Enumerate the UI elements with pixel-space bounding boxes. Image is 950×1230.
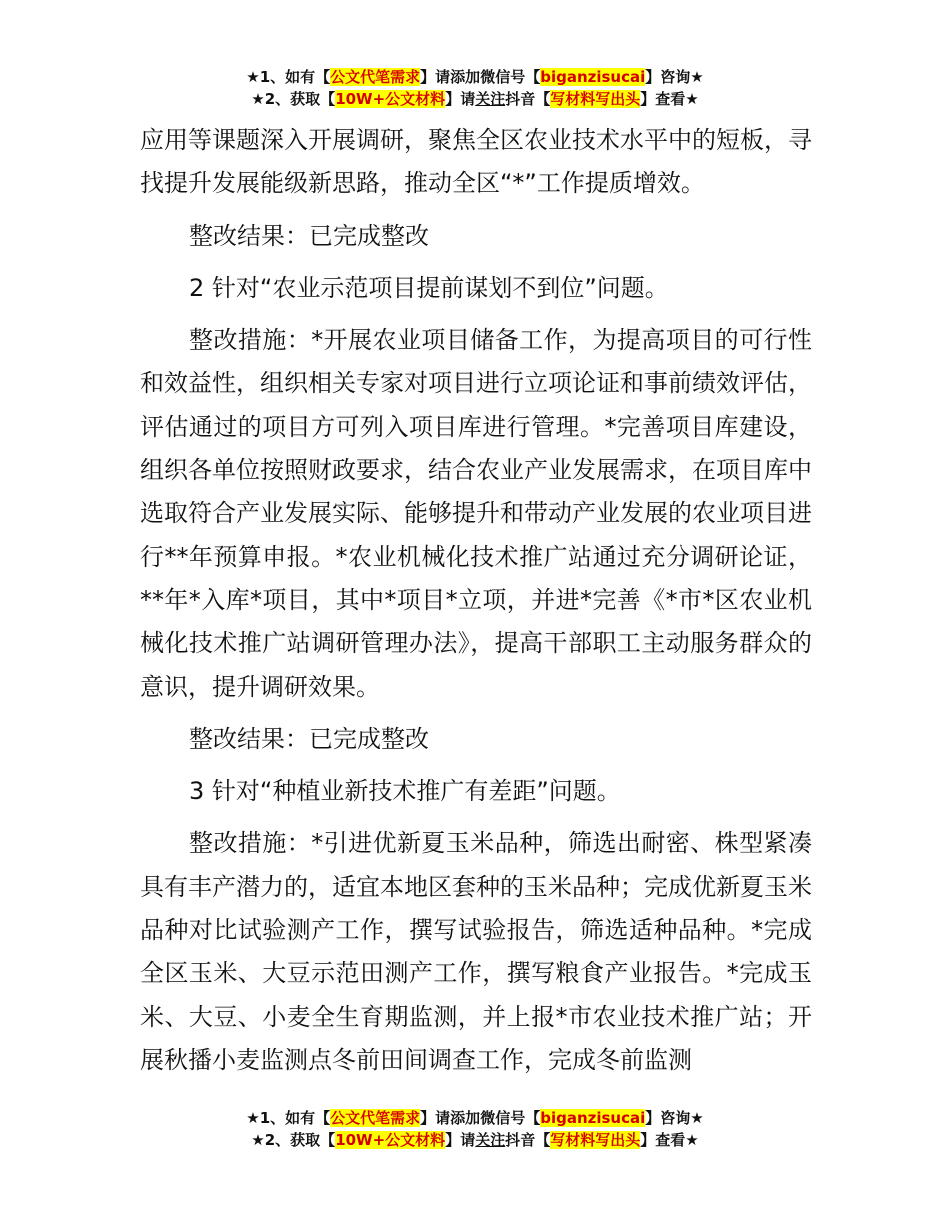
paragraph: 整改结果：已完成整改	[189, 221, 429, 250]
banner-highlight: biganzisucai	[540, 68, 646, 86]
header-banner	[0, 66, 950, 110]
banner-highlight: 10W+公文材料	[335, 90, 446, 108]
banner-text: 微信号	[480, 1109, 526, 1127]
banner-text: 】请添加	[420, 1109, 481, 1127]
banner-line-1	[0, 66, 950, 88]
paragraph: 整改措施：*引进优新夏玉米品种，筛选出耐密、株型紧凑具有丰产潜力的，适宜本地区套种的玉米品种；完成优新夏玉米品种对比试验测产工作，撰写试验报告，筛选适种品种。*完成全区玉米、大豆示范田测产工作，撰写粮食产业报告。*完成玉米、大豆、小麦全生育期监测，并上报*市农业技术推广站；开展秋播小麦监测点冬前田间调查工作，完成冬前监测	[140, 829, 812, 1074]
banner-text: 】请	[445, 1131, 476, 1149]
banner-text: 抖音【	[505, 90, 551, 108]
footer-banner	[0, 1107, 950, 1151]
banner-text: 微信号	[480, 68, 526, 86]
banner-text: 【	[525, 1109, 541, 1127]
banner-line-2	[0, 88, 950, 110]
banner-line-1	[0, 1107, 950, 1129]
banner-line-2	[0, 1129, 950, 1151]
banner-text: 【	[525, 68, 541, 86]
paragraph: 整改结果：已完成整改	[189, 724, 429, 753]
banner-text: 】查看★	[640, 90, 699, 108]
banner-highlight: 写材料写出头	[550, 90, 641, 108]
banner-text: 】咨询★	[645, 1109, 704, 1127]
banner-text: ★1、如有【	[246, 68, 331, 86]
paragraph: 整改措施：*开展农业项目储备工作，为提高项目的可行性和效益性，组织相关专家对项目进行立项论证和事前绩效评估，评估通过的项目方可列入项目库进行管理。*完善项目库建设，组织各单位按照财政要求，结合农业产业发展需求，在项目库中选取符合产业发展实际、能够提升和带动产业发展的农业项目进行**年预算申报。*农业机械化技术推广站通过充分调研论证，**年*入库*项目，其中*项目*立项，并进*完善《*市*区农业机械化技术推广站调研管理办法》，提高干部职工主动服务群众的意识，提升调研效果。	[140, 326, 812, 701]
banner-text: 】请添加	[420, 68, 481, 86]
banner-text: ★2、获取【	[251, 90, 336, 108]
banner-text: 关注	[475, 90, 506, 108]
banner-highlight: 10W+公文材料	[335, 1131, 446, 1149]
banner-text: 】咨询★	[645, 68, 704, 86]
banner-highlight: 公文代笔需求	[330, 68, 421, 86]
banner-highlight: biganzisucai	[540, 1109, 646, 1127]
banner-text: 】请	[445, 90, 476, 108]
banner-highlight: 写材料写出头	[550, 1131, 641, 1149]
banner-text: 关注	[475, 1131, 506, 1149]
document-body	[140, 119, 812, 1082]
banner-text: 抖音【	[505, 1131, 551, 1149]
banner-text: ★2、获取【	[251, 1131, 336, 1149]
banner-highlight: 公文代笔需求	[330, 1109, 421, 1127]
paragraph: 应用等课题深入开展调研，聚焦全区农业技术水平中的短板，寻找提升发展能级新思路，推动全区“*”工作提质增效。	[140, 126, 812, 198]
paragraph: 2 针对“农业示范项目提前谋划不到位”问题。	[189, 273, 669, 302]
banner-text: ★1、如有【	[246, 1109, 331, 1127]
paragraph: 3 针对“种植业新技术推广有差距”问题。	[189, 777, 621, 806]
banner-text: 】查看★	[640, 1131, 699, 1149]
